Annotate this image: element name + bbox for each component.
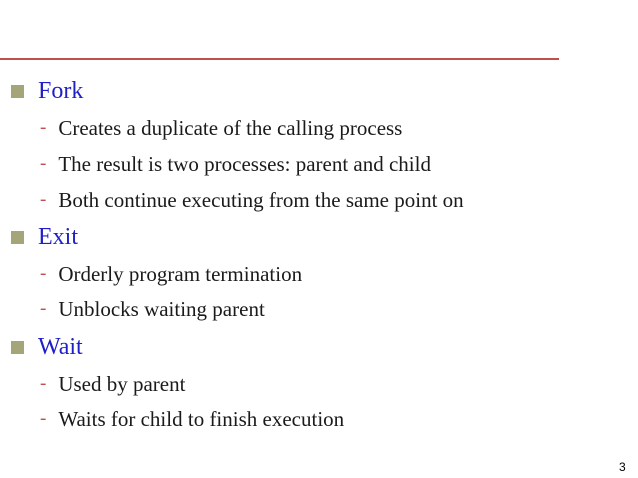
sub-item-text: Waits for child to finish execution (58, 406, 345, 431)
title-underline-rule (0, 58, 559, 60)
sub-item-text: Both continue executing from the same point on (58, 187, 464, 212)
dash-icon: - (40, 408, 47, 429)
dash-icon: - (40, 117, 47, 138)
square-bullet-icon (11, 85, 24, 98)
dash-icon: - (40, 153, 47, 174)
dash-icon: - (40, 373, 47, 394)
bullet-item-wait (10, 332, 83, 362)
sub-item (40, 296, 265, 322)
page-number: 3 (619, 460, 626, 474)
bullet-label: Wait (38, 333, 83, 360)
sub-item-text: Used by parent (58, 371, 186, 396)
sub-item (40, 187, 464, 213)
sub-item-text: Orderly program termination (58, 261, 303, 286)
sub-item (40, 151, 431, 177)
sub-item-text: Unblocks waiting parent (58, 296, 265, 321)
square-bullet-icon (11, 341, 24, 354)
bullet-label: Fork (38, 77, 84, 104)
dash-icon: - (40, 298, 47, 319)
sub-item (40, 261, 302, 287)
sub-item (40, 371, 185, 397)
bullet-item-fork (10, 76, 83, 106)
bullet-item-exit (10, 222, 78, 252)
dash-icon: - (40, 263, 47, 284)
sub-item-text: The result is two processes: parent and child (58, 151, 431, 176)
sub-item-text: Creates a duplicate of the calling process (58, 115, 403, 140)
bullet-label: Exit (38, 223, 78, 250)
sub-item (40, 406, 344, 432)
dash-icon: - (40, 189, 47, 210)
square-bullet-icon (11, 231, 24, 244)
sub-item (40, 115, 402, 141)
